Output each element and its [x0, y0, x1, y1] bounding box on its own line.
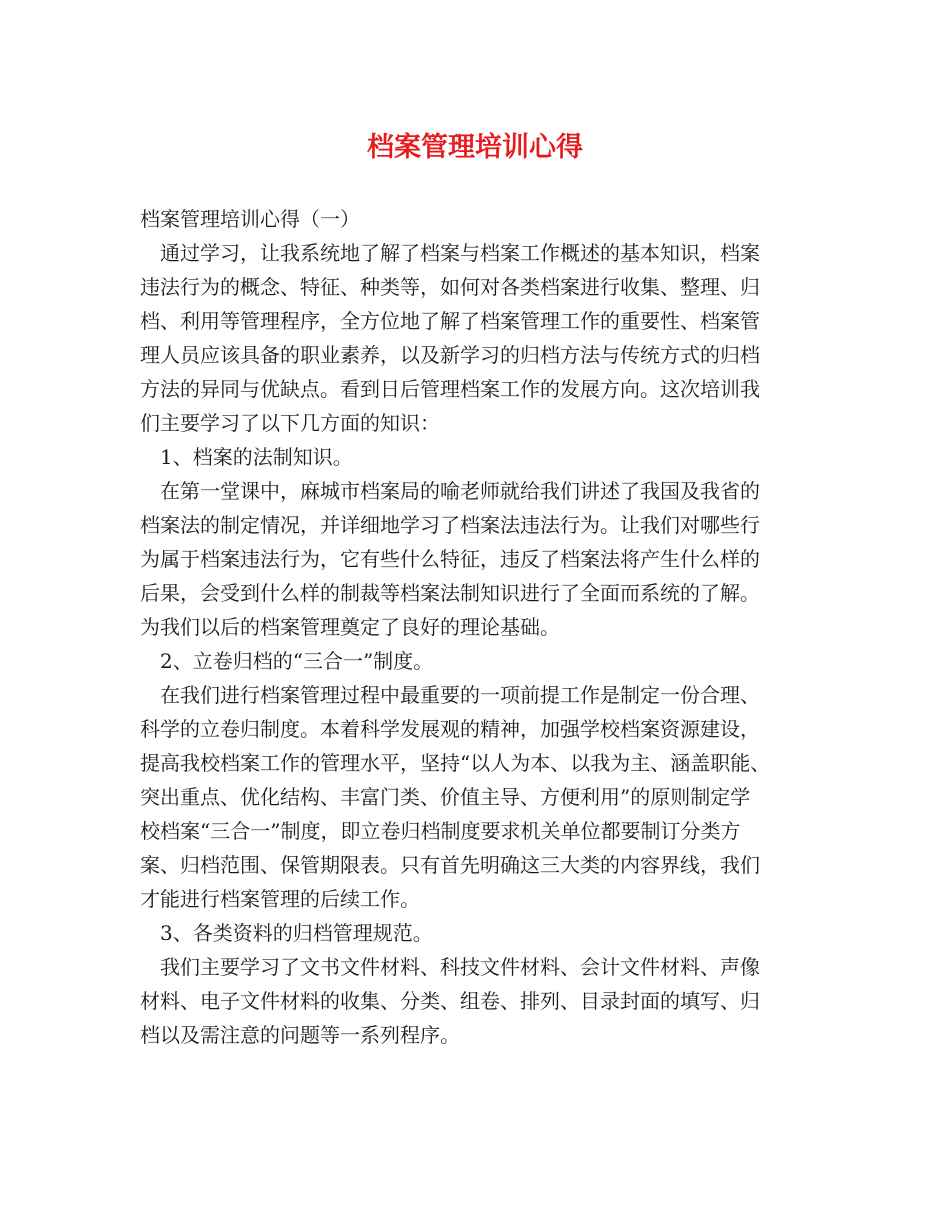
body-line: 校档案“三合一”制度，即立卷归档制度要求机关单位都要制订分类方 — [140, 819, 741, 843]
subsection-heading: 3、各类资料的归档管理规范。 — [140, 921, 433, 945]
body-line: 通过学习，让我系统地了解了档案与档案工作概述的基本知识，档案 — [140, 241, 760, 265]
body-line: 材料、电子文件材料的收集、分类、组卷、排列、目录封面的填写、归 — [140, 989, 760, 1013]
document-body — [140, 202, 830, 1052]
body-line: 方法的异同与优缺点。看到日后管理档案工作的发展方向。这次培训我 — [140, 377, 760, 401]
body-line: 提高我校档案工作的管理水平，坚持“以人为本、以我为主、涵盖职能、 — [140, 751, 771, 775]
body-line: 违法行为的概念、特征、种类等，如何对各类档案进行收集、整理、归 — [140, 275, 760, 299]
body-line: 档以及需注意的问题等一系列程序。 — [140, 1023, 460, 1047]
body-line: 科学的立卷归制度。本着科学发展观的精神，加强学校档案资源建设， — [140, 717, 760, 741]
body-line: 在我们进行档案管理过程中最重要的一项前提工作是制定一份合理、 — [140, 683, 760, 707]
body-line: 为属于档案违法行为，它有些什么特征，违反了档案法将产生什么样的 — [140, 547, 760, 571]
body-line: 案、归档范围、保管期限表。只有首先明确这三大类的内容界线，我们 — [140, 853, 760, 877]
section-heading: 档案管理培训心得（一） — [140, 207, 360, 231]
body-line: 为我们以后的档案管理奠定了良好的理论基础。 — [140, 615, 560, 639]
body-line: 档、利用等管理程序，全方位地了解了档案管理工作的重要性、档案管 — [140, 309, 760, 333]
body-line: 们主要学习了以下几方面的知识： — [140, 411, 440, 435]
body-line: 在第一堂课中，麻城市档案局的喻老师就给我们讲述了我国及我省的 — [140, 479, 760, 503]
body-line: 我们主要学习了文书文件材料、科技文件材料、会计文件材料、声像 — [140, 955, 760, 979]
subsection-heading: 1、档案的法制知识。 — [140, 445, 353, 469]
body-line: 突出重点、优化结构、丰富门类、价值主导、方便利用”的原则制定学 — [140, 785, 751, 809]
body-line: 才能进行档案管理的后续工作。 — [140, 887, 420, 911]
subsection-heading: 2、立卷归档的“三合一”制度。 — [140, 649, 434, 673]
body-line: 后果，会受到什么样的制裁等档案法制知识进行了全面而系统的了解。 — [140, 581, 760, 605]
document-title: 档案管理培训心得 — [367, 132, 583, 163]
body-line: 档案法的制定情况，并详细地学习了档案法违法行为。让我们对哪些行 — [140, 513, 760, 537]
body-line: 理人员应该具备的职业素养，以及新学习的归档方法与传统方式的归档 — [140, 343, 760, 367]
